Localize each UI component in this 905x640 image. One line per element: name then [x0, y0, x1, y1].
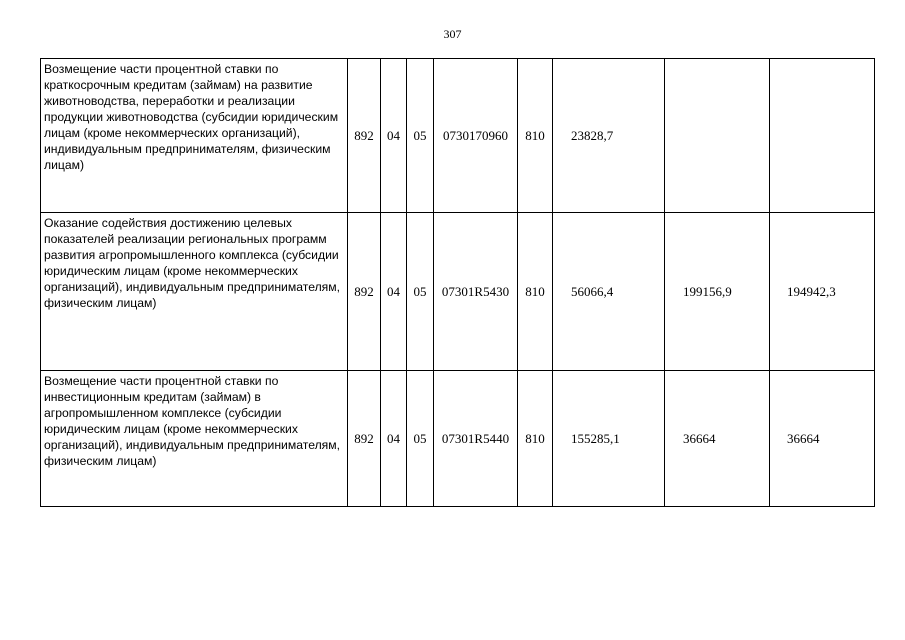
subsection-code: 05 [407, 213, 434, 371]
amount-2: 199156,9 [665, 213, 770, 371]
table-row [41, 371, 875, 507]
page-number: 307 [443, 27, 462, 41]
section-code: 04 [381, 59, 407, 213]
amount-1: 56066,4 [553, 213, 665, 371]
amount-3: 194942,3 [770, 213, 875, 371]
subsection-code: 05 [407, 59, 434, 213]
section-code: 04 [381, 371, 407, 507]
expense-type-code: 810 [518, 59, 553, 213]
expense-type-code: 810 [518, 371, 553, 507]
target-article-code: 07301R5430 [434, 213, 518, 371]
ministry-code: 892 [348, 371, 381, 507]
row-description: Оказание содействия достижению целевых показателей реализации региональных программ развития агропромышленного комплекса (субсидии юридическим лицам (кроме некоммерческих организаций), индивидуальным предпринимателям, физическим лицам) [41, 213, 348, 371]
table-row [41, 213, 875, 371]
row-description: Возмещение части процентной ставки по инвестиционным кредитам (займам) в агропромышленном комплексе (субсидии юридическим лицам (кроме некоммерческих организаций), индивидуальным предпринимателям, физическим лицам) [41, 371, 348, 507]
amount-2 [665, 59, 770, 213]
expense-type-code: 810 [518, 213, 553, 371]
amount-2: 36664 [665, 371, 770, 507]
amount-3: 36664 [770, 371, 875, 507]
budget-table [40, 58, 875, 507]
amount-3 [770, 59, 875, 213]
ministry-code: 892 [348, 213, 381, 371]
row-description: Возмещение части процентной ставки по краткосрочным кредитам (займам) на развитие животноводства, переработки и реализации продукции животноводства (субсидии юридическим лицам (кроме некоммерческих организаций), индивидуальным предпринимателям, физическим лицам) [41, 59, 348, 213]
section-code: 04 [381, 213, 407, 371]
table-row [41, 59, 875, 213]
amount-1: 23828,7 [553, 59, 665, 213]
ministry-code: 892 [348, 59, 381, 213]
subsection-code: 05 [407, 371, 434, 507]
target-article-code: 07301R5440 [434, 371, 518, 507]
target-article-code: 0730170960 [434, 59, 518, 213]
amount-1: 155285,1 [553, 371, 665, 507]
